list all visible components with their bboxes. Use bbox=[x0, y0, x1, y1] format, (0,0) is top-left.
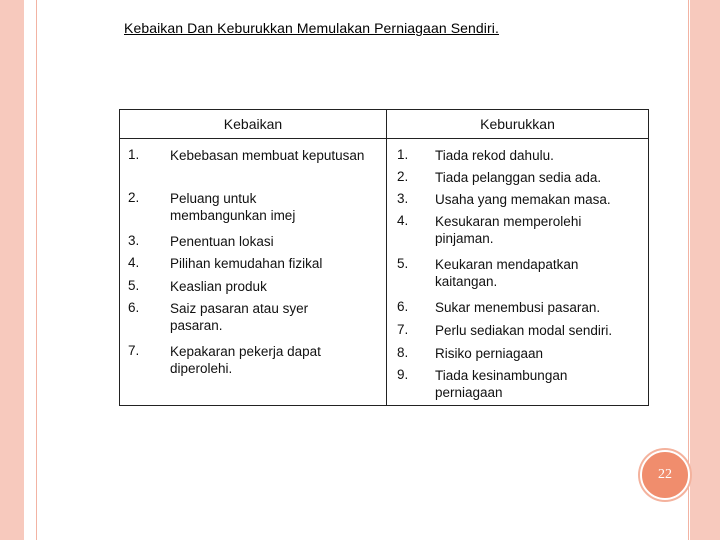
list-num: 5. bbox=[397, 256, 409, 271]
list-item: Peluang untuk membangunkan imej bbox=[170, 191, 296, 223]
header-keburukkan: Keburukkan bbox=[387, 110, 649, 139]
kebaikan-cell bbox=[120, 139, 387, 406]
frame-line-right bbox=[688, 0, 689, 540]
list-num: 1. bbox=[128, 147, 140, 162]
list-num: 6. bbox=[128, 300, 140, 315]
list-item: Kebebasan membuat keputusan bbox=[170, 148, 365, 163]
list-item: Risiko perniagaan bbox=[435, 346, 544, 361]
list-num: 8. bbox=[397, 345, 409, 360]
list-item: Penentuan lokasi bbox=[170, 234, 274, 249]
frame-line-left bbox=[36, 0, 37, 540]
list-item: Saiz pasaran atau syer pasaran. bbox=[170, 301, 309, 333]
list-num: 7. bbox=[397, 322, 409, 337]
frame-left bbox=[0, 0, 24, 540]
list-num: 1. bbox=[397, 147, 409, 162]
list-item: Tiada pelanggan sedia ada. bbox=[435, 170, 602, 185]
list-num: 3. bbox=[128, 233, 140, 248]
list-item: Kesukaran memperolehi pinjaman. bbox=[435, 214, 582, 246]
frame-right bbox=[690, 0, 720, 540]
list-item: Tiada rekod dahulu. bbox=[435, 148, 554, 163]
list-num: 4. bbox=[128, 255, 140, 270]
list-num: 9. bbox=[397, 367, 409, 382]
list-num: 6. bbox=[397, 299, 409, 314]
page-title: Kebaikan Dan Keburukkan Memulakan Perniagaan Sendiri. bbox=[124, 20, 499, 36]
header-kebaikan: Kebaikan bbox=[120, 110, 387, 139]
list-item: Tiada kesinambungan perniagaan bbox=[435, 368, 568, 400]
keburukkan-cell bbox=[387, 139, 649, 406]
list-item: Usaha yang memakan masa. bbox=[435, 192, 611, 207]
list-num: 4. bbox=[397, 213, 409, 228]
list-num: 2. bbox=[397, 169, 409, 184]
list-item: Sukar menembusi pasaran. bbox=[435, 300, 601, 315]
page-number-badge: 22 bbox=[640, 450, 690, 500]
list-item: Kepakaran pekerja dapat diperolehi. bbox=[170, 344, 321, 376]
comparison-table bbox=[119, 109, 649, 406]
list-num: 7. bbox=[128, 343, 140, 358]
list-item: Pilihan kemudahan fizikal bbox=[170, 256, 323, 271]
list-item: Perlu sediakan modal sendiri. bbox=[435, 323, 613, 338]
list-item: Keaslian produk bbox=[170, 279, 267, 294]
list-item: Keukaran mendapatkan kaitangan. bbox=[435, 257, 579, 289]
list-num: 3. bbox=[397, 191, 409, 206]
list-num: 2. bbox=[128, 190, 140, 205]
list-num: 5. bbox=[128, 278, 140, 293]
